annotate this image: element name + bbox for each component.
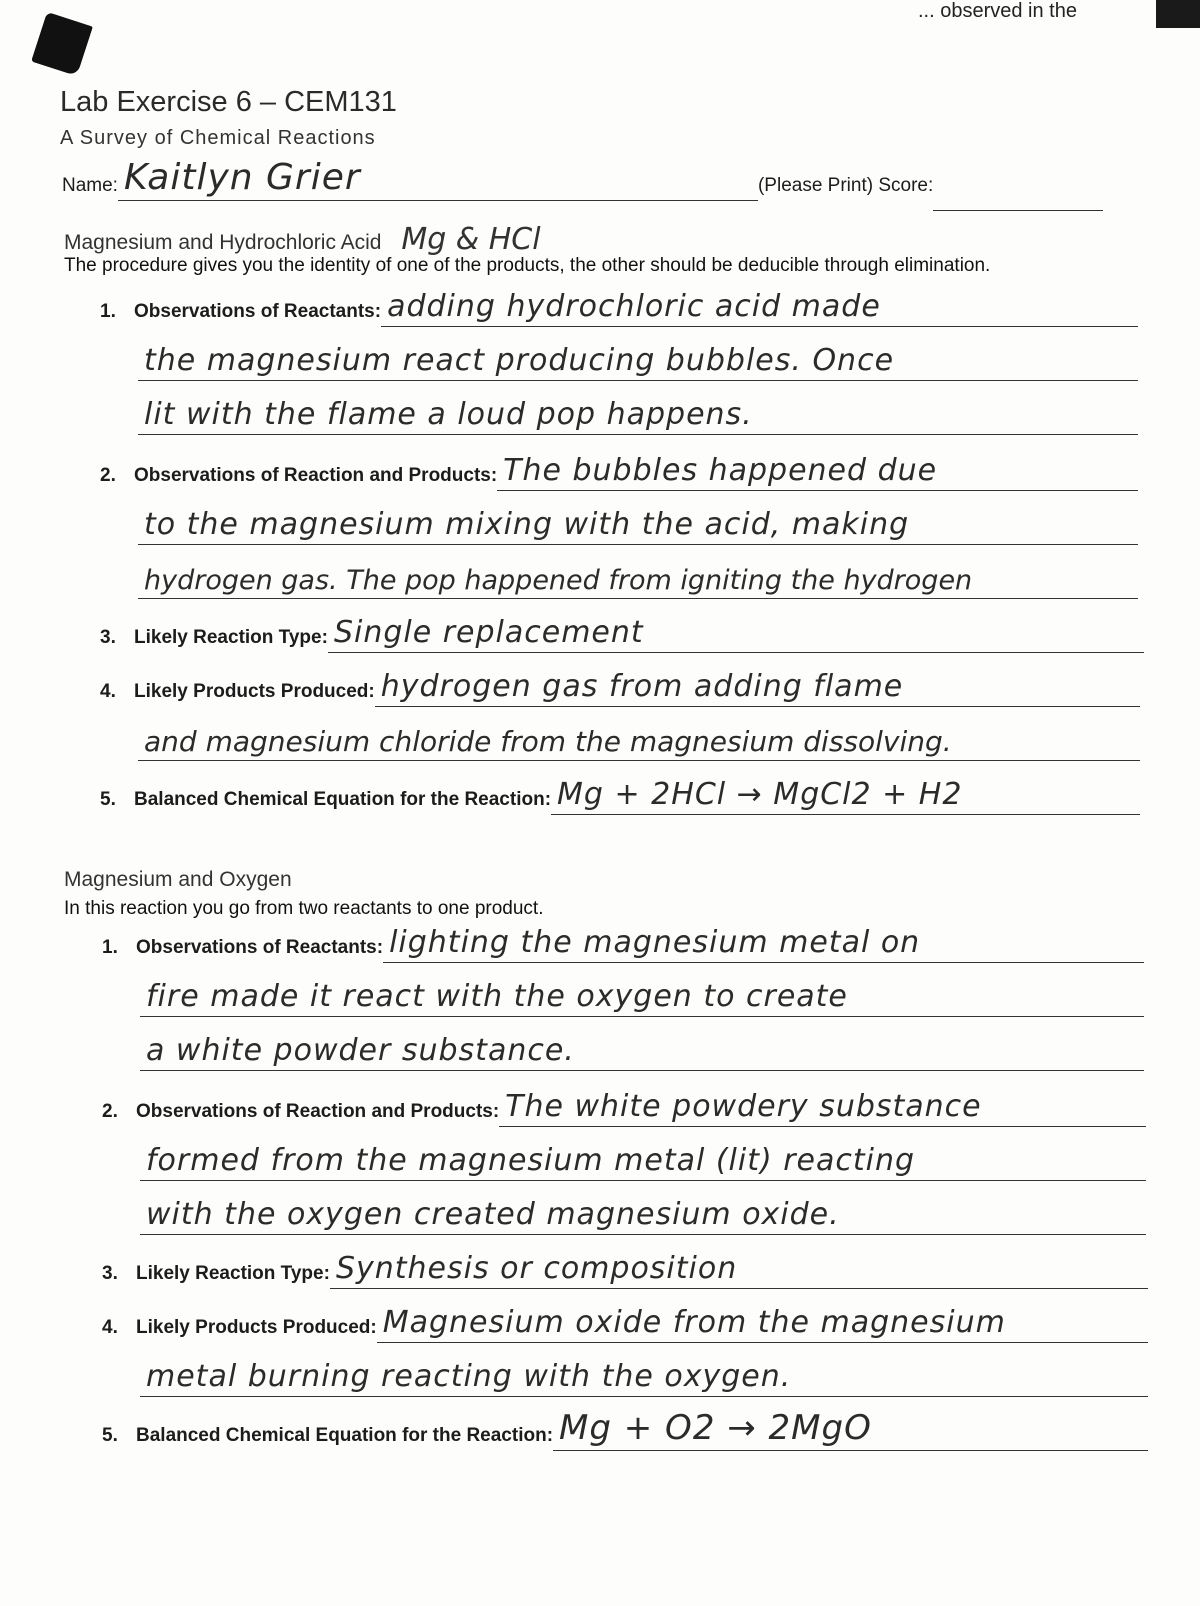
answer-line[interactable] <box>375 666 1140 707</box>
question-number: 5. <box>102 1425 118 1446</box>
question-label: Likely Products Produced: <box>134 681 375 702</box>
score-field[interactable] <box>933 180 1103 211</box>
dark-corner <box>1156 0 1200 28</box>
answer-text: adding hydrochloric acid made <box>387 289 881 324</box>
answer-text: metal burning reacting with the oxygen. <box>146 1359 792 1394</box>
answer-text: fire made it react with the oxygen to create <box>146 979 848 1014</box>
name-field[interactable] <box>118 157 758 201</box>
answer-line[interactable] <box>377 1302 1148 1343</box>
answer-text: Mg + O2 → 2MgO <box>559 1408 872 1448</box>
question-number: 2. <box>100 465 116 486</box>
section-heading-mg-hcl <box>64 222 541 257</box>
answer-text: Synthesis or composition <box>335 1251 738 1286</box>
answer-line[interactable] <box>140 1030 1144 1071</box>
answer-text: The bubbles happened due <box>503 453 938 488</box>
cut-off-text: ... observed in the <box>918 0 1077 22</box>
answer-line[interactable] <box>553 1410 1148 1451</box>
name-label: Name: <box>62 175 118 196</box>
answer-text: and magnesium chloride from the magnesium dissolving. <box>144 725 952 758</box>
question-number: 1. <box>102 937 118 958</box>
answer-line[interactable] <box>140 976 1144 1017</box>
answer-text: a white powder substance. <box>146 1033 575 1068</box>
question-label: Balanced Chemical Equation for the Reaction: <box>136 1425 554 1446</box>
s1-q1-row <box>100 286 1138 327</box>
question-number: 4. <box>100 681 116 702</box>
name-value: Kaitlyn Grier <box>123 157 361 198</box>
answer-text: the magnesium react producing bubbles. Once <box>144 343 895 378</box>
answer-line[interactable] <box>381 286 1138 327</box>
answer-line[interactable] <box>551 774 1140 815</box>
answer-line[interactable] <box>138 394 1138 435</box>
section-heading-text: Magnesium and Hydrochloric Acid <box>64 231 382 254</box>
answer-text: formed from the magnesium metal (lit) reacting <box>146 1143 916 1178</box>
question-label: Observations of Reaction and Products: <box>136 1101 500 1122</box>
question-label: Likely Products Produced: <box>136 1317 377 1338</box>
section-instruction: In this reaction you go from two reactants to one product. <box>64 898 544 919</box>
answer-line[interactable] <box>138 558 1138 599</box>
answer-text: with the oxygen created magnesium oxide. <box>146 1197 840 1232</box>
answer-line[interactable] <box>497 450 1138 491</box>
answer-text: hydrogen gas from adding flame <box>380 669 904 704</box>
answer-text: Magnesium oxide from the magnesium <box>382 1305 1006 1340</box>
question-number: 1. <box>100 301 116 322</box>
page-title: Lab Exercise 6 – CEM131 <box>60 86 397 118</box>
section-heading-note: Mg & HCl <box>401 222 541 257</box>
answer-line[interactable] <box>328 612 1144 653</box>
answer-text: hydrogen gas. The pop happened from igniting the hydrogen <box>144 565 973 596</box>
s1-q2-row <box>100 450 1138 491</box>
answer-line[interactable] <box>499 1086 1146 1127</box>
answer-line[interactable] <box>140 1356 1148 1397</box>
question-label: Likely Reaction Type: <box>134 627 328 648</box>
s1-q4-row <box>100 666 1140 707</box>
question-label: Likely Reaction Type: <box>136 1263 330 1284</box>
answer-text: The white powdery substance <box>505 1089 982 1124</box>
answer-line[interactable] <box>140 1140 1146 1181</box>
s1-q3-row <box>100 612 1144 653</box>
answer-line[interactable] <box>140 1194 1146 1235</box>
answer-text: to the magnesium mixing with the acid, making <box>144 507 910 542</box>
question-number: 3. <box>100 627 116 648</box>
question-number: 5. <box>100 789 116 810</box>
answer-text: Mg + 2HCl → MgCl2 + H2 <box>557 777 963 812</box>
s2-q3-row <box>102 1248 1148 1289</box>
section-instruction: The procedure gives you the identity of one of the products, the other should be deducible through elimination. <box>64 255 991 276</box>
print-score-label: (Please Print) Score: <box>757 175 934 196</box>
answer-line[interactable] <box>138 720 1140 761</box>
question-label: Observations of Reactants: <box>136 937 384 958</box>
page-subtitle: A Survey of Chemical Reactions <box>60 127 376 149</box>
question-number: 3. <box>102 1263 118 1284</box>
question-label: Observations of Reaction and Products: <box>134 465 498 486</box>
s2-q1-row <box>102 922 1144 963</box>
question-number: 4. <box>102 1317 118 1338</box>
answer-text: lit with the flame a loud pop happens. <box>144 397 753 432</box>
answer-line[interactable] <box>383 922 1144 963</box>
section-heading-mg-o2: Magnesium and Oxygen <box>64 868 292 891</box>
question-number: 2. <box>102 1101 118 1122</box>
s2-q5-row <box>102 1410 1148 1451</box>
s2-q4-row <box>102 1302 1148 1343</box>
answer-line[interactable] <box>138 340 1138 381</box>
answer-text: Single replacement <box>333 615 644 650</box>
answer-line[interactable] <box>330 1248 1148 1289</box>
question-label: Balanced Chemical Equation for the Reaction: <box>134 789 552 810</box>
question-label: Observations of Reactants: <box>134 301 382 322</box>
s1-q5-row <box>100 774 1140 815</box>
name-row <box>62 157 1130 201</box>
s2-q2-row <box>102 1086 1146 1127</box>
answer-line[interactable] <box>138 504 1138 545</box>
answer-text: lighting the magnesium metal on <box>389 925 921 960</box>
ink-mark <box>31 12 93 76</box>
